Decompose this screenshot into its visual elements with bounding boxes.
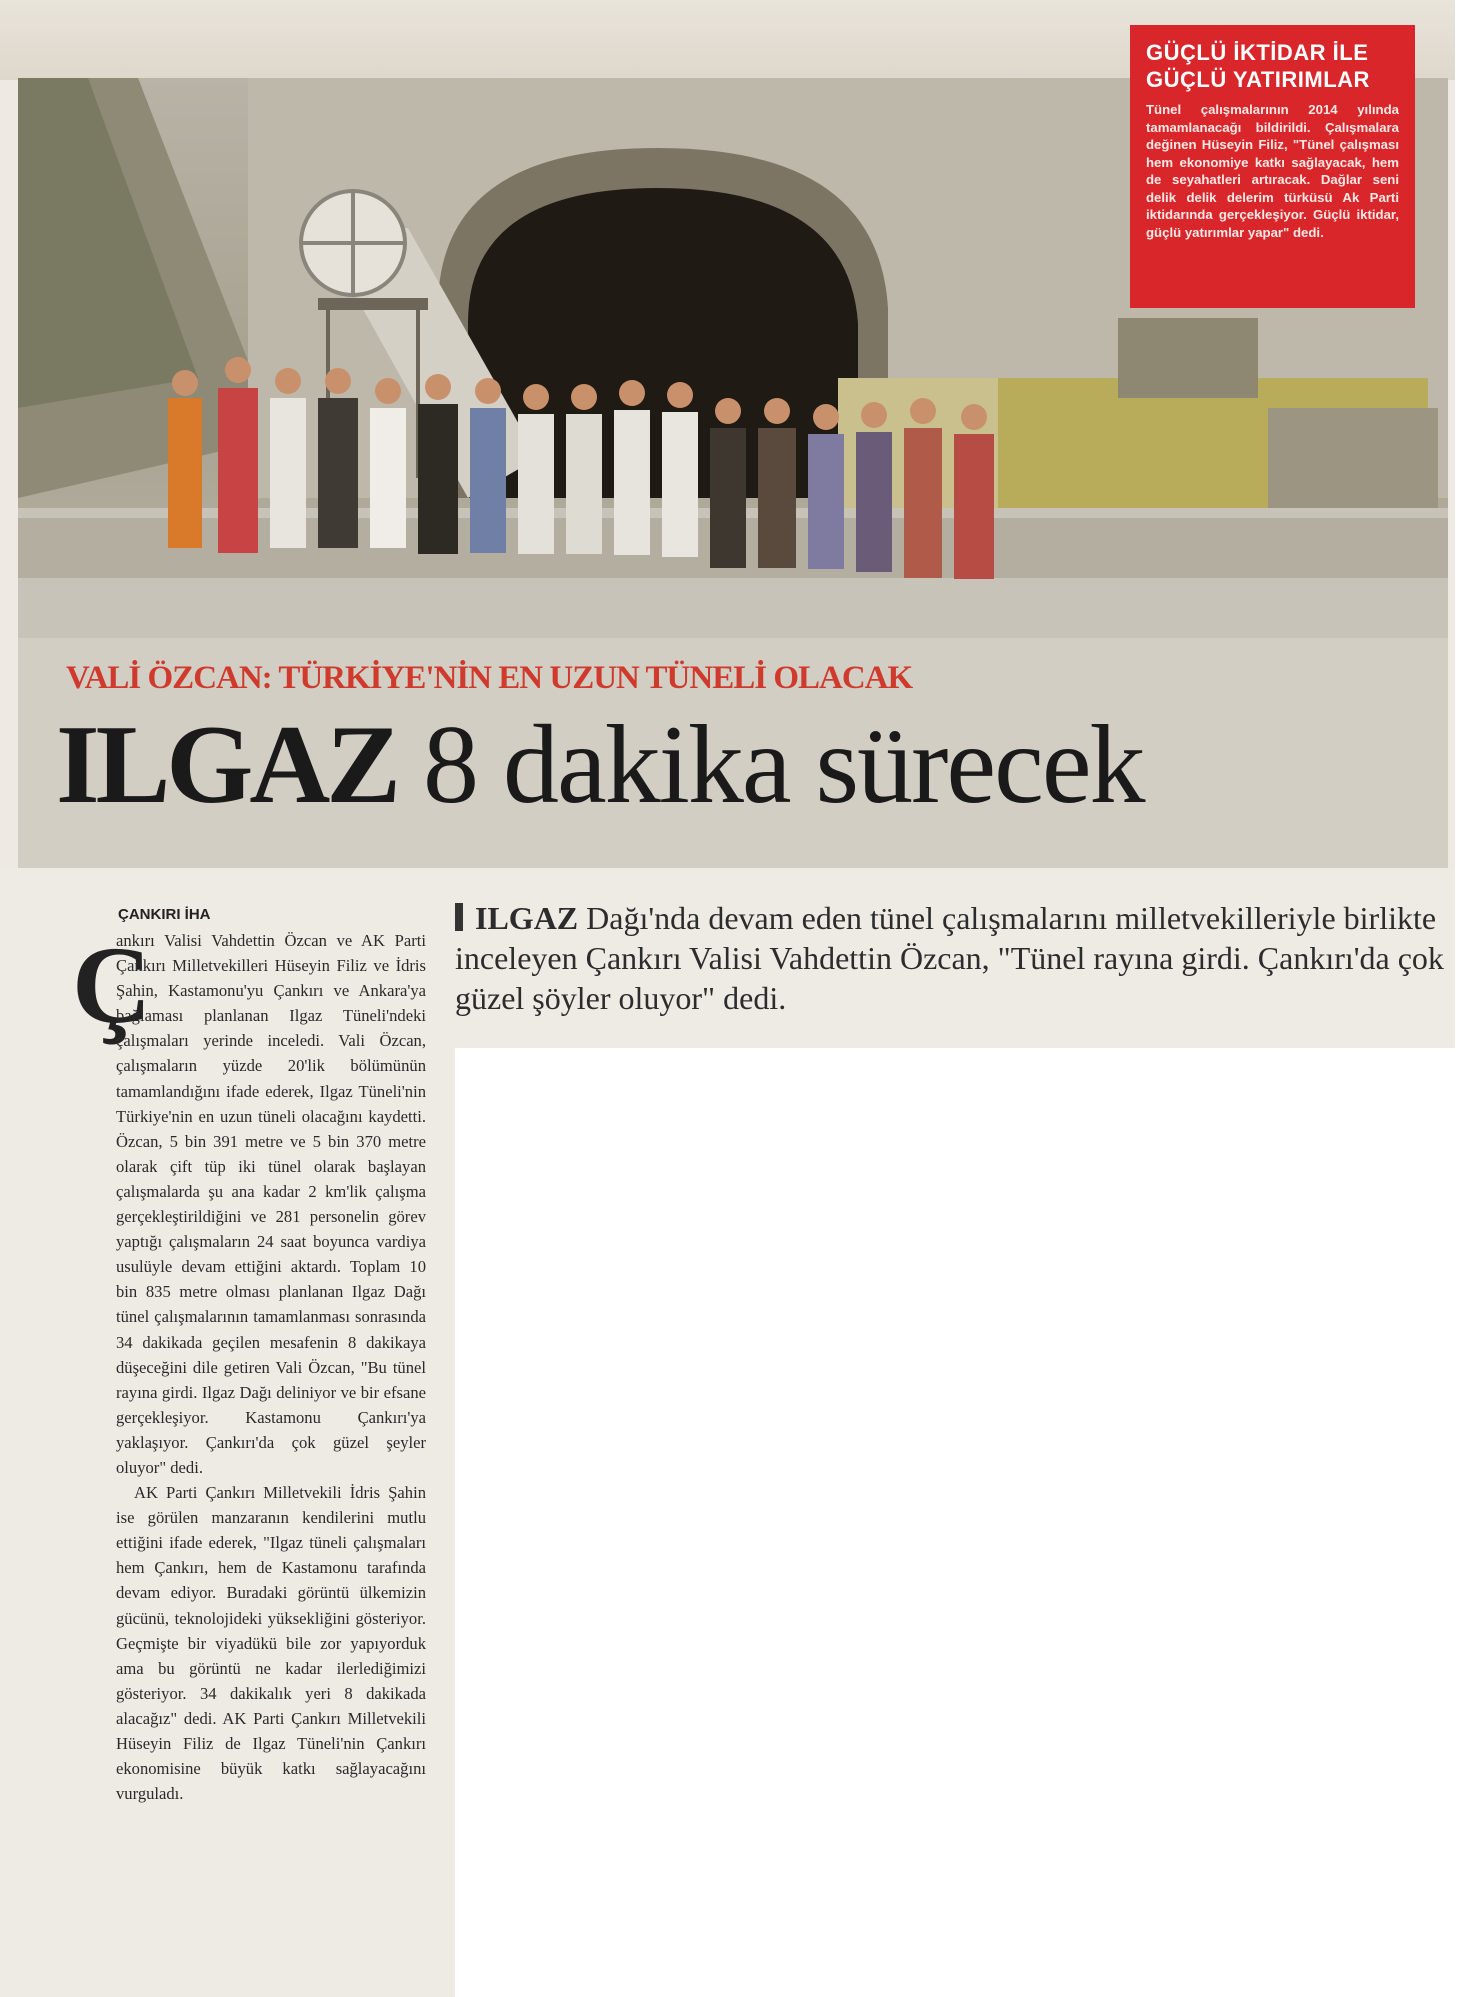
body-paragraph-2: AK Parti Çankırı Milletvekili İdris Şahin ise görülen manzaranın kendilerini mutlu ettiğini ifade ederek, "Ilgaz tüneli çalışmaları hem Çankırı, hem de Kastamonu tarafında devam ediyor. Buradaki görüntü ülkemizin gücünü, teknolojideki yüksekliğini gösteriyor. Geçmişte bir viyadükü bile zor yapıyorduk ama bu görüntü ne kadar ilerlediğimizi gösteriyor. 34 dakikalık yeri 8 dakikada alacağız" dedi. AK Parti Çankırı Milletvekili Hüseyin Filiz de Ilgaz Tüneli'nin Çankırı ekonomisine büyük katkı sağlayacağını vurguladı. xyxy=(116,1483,426,1804)
body-paragraph-1: ankırı Valisi Vahdettin Özcan ve AK Parti Çankırı Milletvekilleri Hüseyin Filiz ve İdris Şahin, Kastamonu'yu Çankırı ve Ankara'ya bağlaması planlanan Ilgaz Tüneli'ndeki çalışmaları yerinde inceledi. Vali Özcan, çalışmaların yüzde 20'lik bölümünün tamamlandığını ifade ederek, Ilgaz Tüneli'nin Türkiye'nin en uzun tüneli olacağını kaydetti. Özcan, 5 bin 391 metre ve 5 bin 370 metre olarak çift tüp iki tünel olarak başlayan çalışmalarda şu ana kadar 2 km'lik çalışma gerçekleştirildiğini ve 281 personelin görev yaptığı çalışmaların 24 saat boyunca vardiya usulüyle devam ettiğini aktardı. Toplam 10 bin 835 metre olması planlanan Ilgaz Dağı tünel çalışmalarının tamamlanması sonrasında 34 dakikada geçilen mesafenin 8 dakikaya düşeceğini dile getiren Vali Özcan, "Bu tünel rayına girdi. Ilgaz Dağı deliniyor ve bir efsane gerçekleşiyor. Kastamonu Çankırı'ya yaklaşıyor. Çankırı'da çok güzel şeyler oluyor" dedi. xyxy=(116,931,426,1477)
byline: ÇANKIRI İHA xyxy=(118,906,211,923)
sidebar-box-body: Tünel çalışmalarının 2014 yılında tamamlanacağı bildirildi. Çalışmalara değinen Hüseyin Filiz, "Tünel çalışması hem ekonomiye katkı sağlayacak, hem de seyahatleri artıracak. Dağlar seni delik delik delerim türküsü Ak Parti iktidarında gerçekleşiyor. Güçlü iktidar, güçlü yatırımlar yapar" dedi. xyxy=(1146,102,1399,240)
sidebar-box-title-line1: GÜÇLÜ İKTİDAR İLE xyxy=(1146,40,1369,65)
deck-text: Dağı'nda devam eden tünel çalışmalarını milletvekilleriyle birlikte inceleyen Çankırı Valisi Vahdettin Özcan, "Tünel rayına girdi. Çankırı'da çok güzel şöyler oluyor" dedi. xyxy=(455,900,1444,1016)
kicker-headline: VALİ ÖZCAN: TÜRKİYE'NİN EN UZUN TÜNELİ OLACAK xyxy=(66,660,913,696)
sidebar-box-title xyxy=(1146,39,1399,93)
deck-summary xyxy=(455,898,1450,1018)
main-headline xyxy=(56,705,1144,825)
deck-lead: ILGAZ xyxy=(475,900,579,936)
article-body xyxy=(116,928,426,1806)
sidebar-box xyxy=(1130,25,1415,308)
drop-cap: Ç xyxy=(72,924,152,1046)
deck-marker xyxy=(455,903,463,931)
sidebar-box-title-line2: GÜÇLÜ YATIRIMLAR xyxy=(1146,67,1370,92)
headline-bold: ILGAZ xyxy=(56,703,397,827)
headline-rest: 8 dakika sürecek xyxy=(397,703,1144,827)
